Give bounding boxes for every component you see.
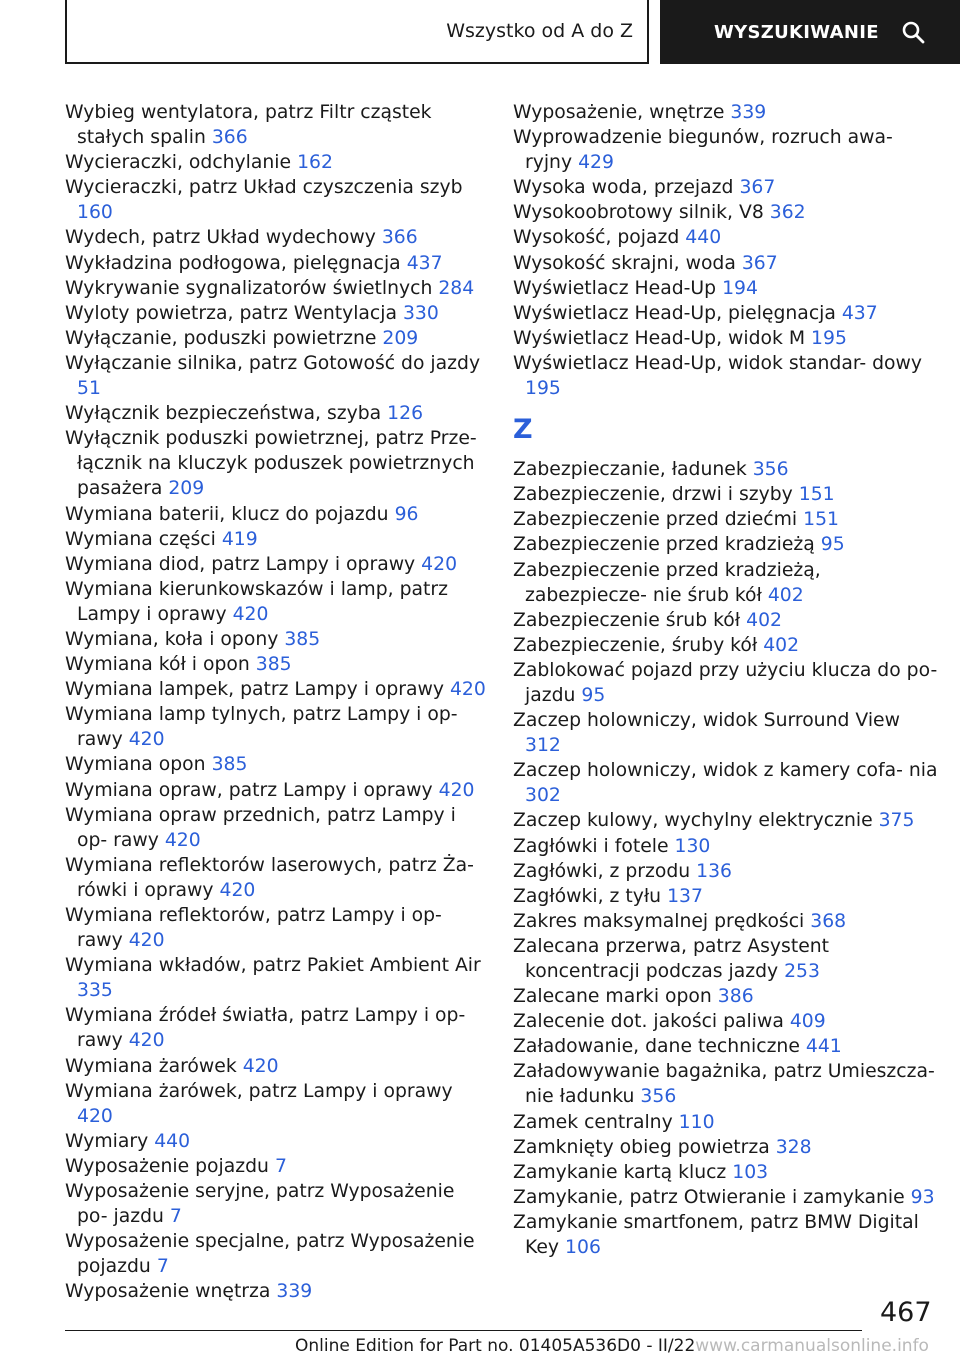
index-entry — [513, 909, 938, 934]
page-link[interactable]: 420 — [438, 779, 475, 801]
page-link[interactable]: 366 — [211, 127, 248, 149]
entry-term: Wyposażenie wnętrza — [65, 1281, 271, 1303]
page-link[interactable]: 420 — [77, 1105, 113, 1127]
index-entry — [513, 1135, 938, 1160]
index-entry — [513, 1185, 938, 1210]
page-link[interactable]: 366 — [381, 227, 418, 249]
page-link[interactable]: 328 — [775, 1136, 812, 1158]
page-link[interactable]: 419 — [221, 528, 258, 550]
index-entry — [65, 1129, 490, 1154]
page-link[interactable]: 437 — [841, 302, 878, 324]
index-entry — [513, 1034, 938, 1059]
search-button[interactable] — [660, 0, 960, 64]
index-entry — [65, 351, 490, 401]
page-link[interactable]: 209 — [382, 327, 419, 349]
entry-term: Wyposażenie, wnętrze — [513, 102, 725, 123]
index-entry — [513, 758, 938, 808]
page-link[interactable]: 253 — [784, 961, 820, 982]
index-entry — [65, 175, 490, 225]
page-link[interactable]: 441 — [805, 1036, 842, 1058]
index-entry — [65, 778, 490, 803]
entry-term: Wymiana kół i opon — [65, 654, 250, 676]
page-link[interactable]: 194 — [722, 277, 758, 299]
page-link[interactable]: 420 — [164, 829, 201, 851]
entry-term: Wymiana wkładów, patrz Pakiet Ambient Air — [65, 955, 481, 977]
page-link[interactable]: 356 — [640, 1086, 677, 1108]
index-entry — [513, 507, 938, 532]
page-link[interactable]: 335 — [77, 980, 113, 1002]
index-entry — [65, 225, 490, 250]
entry-term: Wysokość, pojazd — [513, 227, 680, 249]
entry-term: Wymiana żarówek, patrz Lampy i oprawy — [65, 1080, 453, 1102]
page-link[interactable]: 409 — [789, 1011, 826, 1033]
index-entry — [65, 502, 490, 527]
entry-term: Zabezpieczenie przed dziećmi — [513, 509, 798, 531]
index-entry — [513, 125, 938, 175]
entry-term: Zalecane marki opon — [513, 986, 712, 1008]
page-link[interactable]: 96 — [394, 503, 419, 525]
page-link[interactable]: 136 — [696, 860, 733, 882]
entry-term: Wyposażenie specjalne, patrz Wyposażenie pojazdu — [65, 1231, 475, 1278]
footer-watermark: www.carmanualsonline.info — [695, 1336, 929, 1356]
index-entry — [513, 859, 938, 884]
page-link[interactable]: 137 — [667, 885, 703, 907]
page-link[interactable]: 402 — [746, 609, 782, 631]
index-entry — [65, 903, 490, 953]
index-entry — [65, 1179, 490, 1229]
page-link[interactable]: 362 — [769, 202, 806, 224]
index-entry — [65, 652, 490, 677]
entry-term: Zabezpieczenie przed kradzieżą, zabezpiecze- nie śrub kół — [513, 559, 821, 606]
entry-term: Zagłówki, z tyłu — [513, 885, 662, 907]
index-entry — [65, 1229, 490, 1279]
index-entry — [513, 1110, 938, 1135]
page-link[interactable]: 367 — [741, 252, 778, 274]
page-link[interactable]: 437 — [406, 252, 443, 274]
page-link[interactable]: 7 — [274, 1155, 287, 1177]
page-link[interactable]: 151 — [803, 509, 839, 531]
footer-edition: Online Edition for Part no. 01405A536D0 - II/22 — [295, 1336, 696, 1356]
index-entry — [65, 276, 490, 301]
page-link[interactable]: 312 — [525, 735, 561, 757]
index-entry — [513, 708, 938, 758]
page-link[interactable]: 385 — [255, 654, 292, 676]
page-link[interactable]: 284 — [438, 277, 475, 299]
index-entry — [65, 401, 490, 426]
footer-divider — [65, 1330, 862, 1331]
page-link[interactable]: 402 — [767, 584, 804, 606]
page-link[interactable]: 195 — [811, 327, 847, 349]
entry-term: Wymiary — [65, 1130, 149, 1152]
page-link[interactable]: 95 — [820, 534, 845, 556]
index-entry — [513, 884, 938, 909]
index-entry — [513, 200, 938, 225]
page-link[interactable]: 420 — [128, 930, 165, 952]
index-entry — [65, 1003, 490, 1053]
page-link[interactable]: 103 — [732, 1161, 769, 1183]
entry-list-z — [513, 457, 938, 1260]
index-entry — [65, 1279, 490, 1304]
entry-term: Wysoka woda, przejazd — [513, 177, 734, 199]
entry-term: Zabezpieczanie, ładunek — [513, 459, 747, 481]
index-entry — [513, 1210, 938, 1260]
page-link[interactable]: 7 — [156, 1256, 169, 1278]
entry-term: Zagłówki, z przodu — [513, 860, 691, 882]
index-entry — [513, 276, 938, 301]
entry-term: Wymiana kierunkowskazów i lamp, patrz Lampy i oprawy — [65, 578, 448, 625]
index-entry — [65, 150, 490, 175]
entry-term: Wymiana źródeł światła, patrz Lampy i op- rawy — [65, 1005, 466, 1052]
index-entry — [65, 627, 490, 652]
index-entry — [65, 1054, 490, 1079]
entry-term: Wyświetlacz Head-Up, pielęgnacja — [513, 302, 836, 324]
entry-term: Wymiana reflektorów laserowych, patrz Ża- rówki i oprawy — [65, 854, 474, 901]
entry-term: Wyłącznik poduszki powietrznej, patrz Prze- łącznik na kluczyk poduszek powietrznych pasażera — [65, 428, 477, 500]
entry-term: Załadowywanie bagażnika, patrz Umieszcza- nie ładunku — [513, 1061, 935, 1108]
page-link[interactable]: 420 — [232, 603, 269, 625]
entry-term: Wydech, patrz Układ wydechowy — [65, 227, 376, 249]
page-link[interactable]: 375 — [878, 810, 915, 832]
entry-term: Wykładzina podłogowa, pielęgnacja — [65, 252, 401, 274]
index-column-right — [513, 100, 938, 1260]
page-link[interactable]: 106 — [565, 1237, 601, 1259]
section-letter-z: Z — [513, 414, 533, 446]
page-link[interactable]: 330 — [402, 302, 439, 324]
index-entry — [513, 984, 938, 1009]
magnifier-icon — [901, 20, 925, 44]
page-link[interactable]: 367 — [739, 177, 776, 199]
entry-term: Załadowanie, dane techniczne — [513, 1036, 800, 1058]
page-link[interactable]: 151 — [798, 484, 835, 506]
page-link[interactable]: 93 — [910, 1186, 935, 1208]
index-entry — [65, 326, 490, 351]
page-link[interactable]: 126 — [387, 403, 424, 425]
index-entry — [65, 803, 490, 853]
index-entry — [513, 457, 938, 482]
entry-term: Zagłówki i fotele — [513, 835, 669, 857]
index-entry — [513, 834, 938, 859]
entry-term: Wyłączanie, poduszki powietrzne — [65, 327, 377, 349]
page-link[interactable]: 420 — [421, 553, 458, 575]
entry-term: Wyświetlacz Head-Up — [513, 277, 717, 299]
page-link[interactable]: 302 — [525, 785, 561, 807]
index-entry — [65, 552, 490, 577]
entry-term: Wycieraczki, patrz Układ czyszczenia szyb — [65, 177, 463, 199]
page-link[interactable]: 95 — [581, 684, 606, 706]
index-entry — [513, 1059, 938, 1109]
index-entry — [65, 953, 490, 1003]
index-entry — [513, 1160, 938, 1185]
index-entry — [65, 1079, 490, 1129]
entry-term: Zamykanie, patrz Otwieranie i zamykanie — [513, 1186, 905, 1208]
entry-term: Wysokoobrotowy silnik, V8 — [513, 202, 764, 224]
page-link[interactable]: 420 — [128, 1030, 165, 1052]
entry-term: Zamykanie smartfonem, patrz BMW Digital Key — [513, 1211, 919, 1259]
index-entry — [65, 1154, 490, 1179]
index-entry — [65, 100, 490, 150]
page-link[interactable]: 7 — [169, 1206, 182, 1228]
entry-term: Wymiana żarówek — [65, 1055, 237, 1077]
az-index-tab[interactable] — [65, 0, 649, 64]
entry-term: Wymiana lampek, patrz Lampy i oprawy — [65, 679, 444, 701]
entry-term: Wymiana reflektorów, patrz Lampy i op- rawy — [65, 905, 442, 952]
header-bar — [0, 0, 960, 66]
entry-term: Zabezpieczenie, drzwi i szyby — [513, 484, 793, 506]
index-entry — [513, 633, 938, 658]
index-entry — [65, 527, 490, 552]
entry-term: Zalecenie dot. jakości paliwa — [513, 1011, 784, 1033]
page-link[interactable]: 420 — [128, 729, 165, 751]
page-link[interactable]: 110 — [678, 1111, 715, 1133]
entry-term: Zamknięty obieg powietrza — [513, 1136, 770, 1158]
entry-term: Zaczep holowniczy, widok z kamery cofa- nia — [513, 760, 938, 782]
footer — [295, 1336, 929, 1356]
page-link[interactable]: 420 — [449, 679, 486, 701]
index-entry — [65, 677, 490, 702]
entry-term: Wykrywanie sygnalizatorów świetlnych — [65, 277, 433, 299]
index-column-left — [65, 100, 490, 1305]
index-entry — [513, 808, 938, 833]
page-link[interactable]: 356 — [752, 459, 789, 481]
index-entry — [65, 853, 490, 903]
entry-term: Wyświetlacz Head-Up, widok standar- dowy — [513, 352, 922, 374]
az-index-tab-label: Wszystko od A do Z — [446, 20, 633, 42]
index-entry — [513, 100, 938, 125]
entry-term: Wybieg wentylatora, patrz Filtr cząstek stałych spalin — [65, 102, 432, 149]
entry-term: Zablokować pojazd przy użyciu klucza do po- jazdu — [513, 659, 938, 706]
index-entry — [513, 175, 938, 200]
entry-list-w — [513, 100, 938, 401]
page-link[interactable]: 402 — [763, 634, 800, 656]
entry-term: Wyłączanie silnika, patrz Gotowość do jazdy — [65, 352, 481, 374]
index-entry — [513, 658, 938, 708]
index-entry — [513, 351, 938, 401]
index-entry — [65, 752, 490, 777]
entry-term: Wyposażenie pojazdu — [65, 1155, 269, 1177]
entry-term: Wyloty powietrza, patrz Wentylacja — [65, 302, 397, 324]
index-entry — [513, 482, 938, 507]
entry-term: Zabezpieczenie, śruby kół — [513, 634, 758, 656]
page-link[interactable]: 162 — [297, 152, 333, 174]
entry-term: Wyświetlacz Head-Up, widok M — [513, 327, 806, 349]
page-link[interactable]: 209 — [168, 478, 205, 500]
entry-term: Zaczep kulowy, wychylny elektrycznie — [513, 810, 873, 832]
entry-term: Wymiana baterii, klucz do pojazdu — [65, 503, 389, 525]
page-link[interactable]: 160 — [77, 202, 113, 224]
entry-term: Wycieraczki, odchylanie — [65, 152, 292, 174]
entry-term: Wymiana opraw przednich, patrz Lampy i op- rawy — [65, 804, 456, 851]
page-number: 467 — [880, 1297, 932, 1328]
entry-term: Wymiana lamp tylnych, patrz Lampy i op- rawy — [65, 704, 458, 751]
page-link[interactable]: 339 — [276, 1281, 313, 1303]
page-link[interactable]: 386 — [717, 986, 754, 1008]
entry-term: Zaczep holowniczy, widok Surround View — [513, 710, 900, 732]
page-link[interactable]: 368 — [810, 910, 847, 932]
page-link[interactable]: 195 — [525, 378, 561, 400]
index-entry — [513, 934, 938, 984]
entry-term: Wymiana diod, patrz Lampy i oprawy — [65, 553, 416, 575]
entry-term: Zabezpieczenie śrub kół — [513, 609, 741, 631]
page-link[interactable]: 130 — [674, 835, 711, 857]
index-entry — [513, 1009, 938, 1034]
entry-term: Zakres maksymalnej prędkości — [513, 910, 805, 932]
index-entry — [513, 251, 938, 276]
index-entry — [513, 326, 938, 351]
index-entry — [65, 426, 490, 501]
search-button-label: WYSZUKIWANIE — [714, 21, 879, 43]
index-entry — [513, 225, 938, 250]
page-link[interactable]: 420 — [219, 879, 256, 901]
entry-term: Wysokość skrajni, woda — [513, 252, 736, 274]
index-entry — [65, 301, 490, 326]
entry-term: Wymiana opon — [65, 754, 206, 776]
entry-term: Zabezpieczenie przed kradzieżą — [513, 534, 815, 556]
entry-term: Wyłącznik bezpieczeństwa, szyba — [65, 403, 382, 425]
entry-term: Wymiana opraw, patrz Lampy i oprawy — [65, 779, 433, 801]
page-link[interactable]: 385 — [284, 628, 321, 650]
entry-term: Zalecana przerwa, patrz Asystent koncentracji podczas jazdy — [513, 935, 830, 982]
entry-term: Zamek centralny — [513, 1111, 673, 1133]
page-link[interactable]: 429 — [578, 152, 614, 174]
entry-term: Wyposażenie seryjne, patrz Wyposażenie po- jazdu — [65, 1181, 455, 1228]
index-entry — [513, 558, 938, 608]
page-link[interactable]: 440 — [154, 1130, 191, 1152]
page-link[interactable]: 420 — [242, 1055, 279, 1077]
page-link[interactable]: 440 — [685, 227, 722, 249]
entry-term: Wymiana, koła i opony — [65, 628, 279, 650]
index-entry — [65, 577, 490, 627]
entry-term: Wymiana części — [65, 528, 216, 550]
entry-term: Zamykanie kartą klucz — [513, 1161, 727, 1183]
entry-list-left — [65, 100, 490, 1305]
page-link[interactable]: 51 — [77, 378, 101, 400]
index-entry — [65, 702, 490, 752]
index-entry — [513, 608, 938, 633]
index-entry — [513, 532, 938, 557]
index-entry — [65, 251, 490, 276]
entry-term: Wyprowadzenie biegunów, rozruch awa- ryjny — [513, 127, 893, 174]
page-link[interactable]: 339 — [730, 102, 767, 123]
index-entry — [513, 301, 938, 326]
page-link[interactable]: 385 — [211, 754, 248, 776]
